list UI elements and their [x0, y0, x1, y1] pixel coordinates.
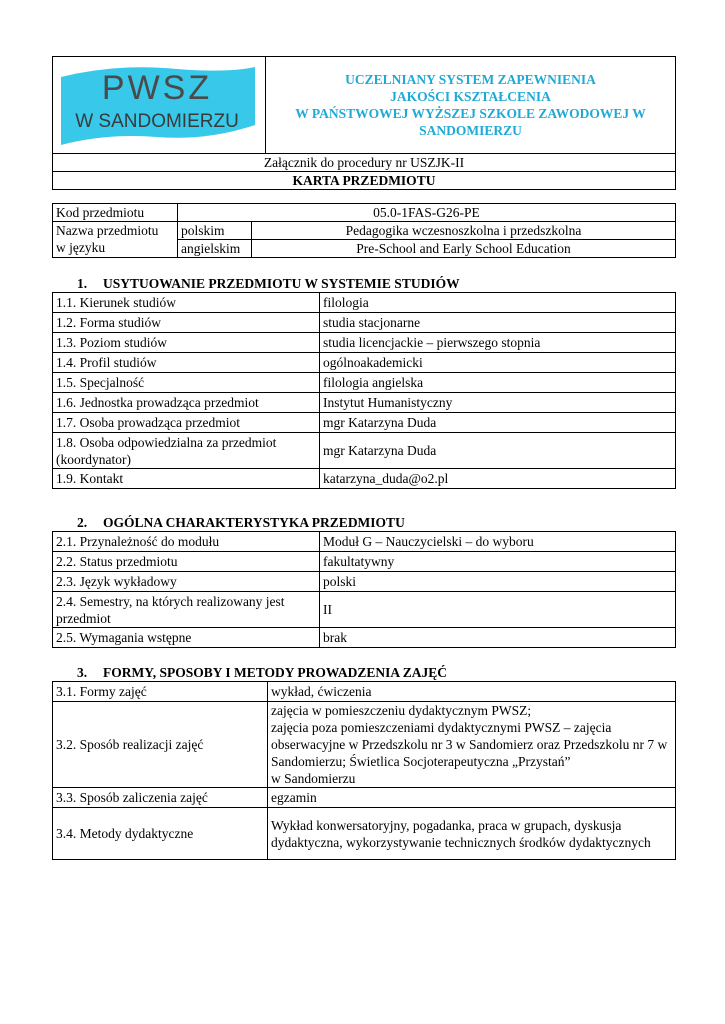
table-row [53, 413, 676, 433]
row-value: studia stacjonarne [320, 313, 676, 333]
table-row [53, 532, 676, 552]
lang-en-label: angielskim [178, 240, 252, 258]
row-label: 3.2. Sposób realizacji zajęć [53, 702, 268, 788]
section-1-title [77, 275, 460, 292]
institution-line: W PAŃSTWOWEJ WYŻSZEJ SZKOLE ZAWODOWEJ W [295, 106, 646, 121]
table-row [53, 373, 676, 393]
lang-pl-label: polskim [178, 222, 252, 240]
row-value: filologia angielska [320, 373, 676, 393]
row-value: polski [320, 572, 676, 592]
row-label: 1.2. Forma studiów [53, 313, 320, 333]
course-name-en: Pre-School and Early School Education [252, 240, 676, 258]
table-row [53, 788, 676, 808]
table-row [53, 353, 676, 373]
table-row [53, 333, 676, 353]
course-name-label-line1: Nazwa przedmiotu [56, 223, 159, 238]
table-row [53, 313, 676, 333]
row-label: 3.1. Formy zajęć [53, 682, 268, 702]
course-name-label [53, 222, 178, 258]
card-title: KARTA PRZEDMIOTU [53, 172, 676, 190]
table-row [53, 572, 676, 592]
row-value: studia licencjackie – pierwszego stopnia [320, 333, 676, 353]
table-row [53, 222, 676, 240]
row-label: 1.4. Profil studiów [53, 353, 320, 373]
logo-line1: PWSZ [101, 69, 213, 107]
table-row [53, 592, 676, 628]
course-name-label-line2: w języku [56, 240, 106, 255]
row-value: filologia [320, 293, 676, 313]
row-label: 2.3. Język wykładowy [53, 572, 320, 592]
row-value: mgr Katarzyna Duda [320, 413, 676, 433]
value-line: zajęcia w pomieszczeniu dydaktycznym PWSZ; [271, 703, 532, 718]
section-title-text: OGÓLNA CHARAKTERYSTYKA PRZEDMIOTU [103, 515, 405, 530]
table-row [53, 552, 676, 572]
table-row [53, 393, 676, 413]
section-number: 2. [77, 515, 88, 530]
institution-title [266, 57, 676, 154]
section-title-text: FORMY, SPOSOBY I METODY PROWADZENIA ZAJĘĆ [103, 665, 448, 680]
institution-line: SANDOMIERZU [419, 123, 522, 138]
table-row [53, 433, 676, 469]
row-label: 2.5. Wymagania wstępne [53, 628, 320, 648]
row-label: 1.8. Osoba odpowiedzialna za przedmiot (koordynator) [53, 433, 320, 469]
row-label: 1.9. Kontakt [53, 469, 320, 489]
row-label: 1.6. Jednostka prowadząca przedmiot [53, 393, 320, 413]
row-value [268, 702, 676, 788]
row-value: II [320, 592, 676, 628]
row-value: mgr Katarzyna Duda [320, 433, 676, 469]
row-value: brak [320, 628, 676, 648]
annex-label: Załącznik do procedury nr USZJK-II [53, 154, 676, 172]
institution-line: JAKOŚCI KSZTAŁCENIA [390, 89, 551, 104]
row-label: 1.7. Osoba prowadząca przedmiot [53, 413, 320, 433]
table-row [53, 808, 676, 860]
row-value: fakultatywny [320, 552, 676, 572]
row-label: 1.1. Kierunek studiów [53, 293, 320, 313]
course-id-table [52, 203, 676, 258]
section-number: 3. [77, 665, 88, 680]
row-value: Instytut Humanistyczny [320, 393, 676, 413]
row-label: 1.3. Poziom studiów [53, 333, 320, 353]
section-3-table [52, 681, 676, 860]
row-label: 2.2. Status przedmiotu [53, 552, 320, 572]
course-code-label: Kod przedmiotu [53, 204, 178, 222]
table-row [53, 702, 676, 788]
table-row [53, 628, 676, 648]
logo-cell [53, 57, 266, 154]
value-line: w Sandomierzu [271, 771, 356, 786]
section-title-text: USYTUOWANIE PRZEDMIOTU W SYSTEMIE STUDIÓW [103, 276, 460, 291]
course-code-value: 05.0-1FAS-G26-PE [178, 204, 676, 222]
section-number: 1. [77, 276, 88, 291]
course-name-pl: Pedagogika wczesnoszkolna i przedszkolna [252, 222, 676, 240]
section-2-title [77, 514, 405, 531]
section-3-title [77, 664, 447, 681]
row-label: 2.1. Przynależność do modułu [53, 532, 320, 552]
row-label: 2.4. Semestry, na których realizowany jest przedmiot [53, 592, 320, 628]
logo-line2: W SANDOMIERZU [75, 111, 239, 132]
row-label: 3.4. Metody dydaktyczne [53, 808, 268, 860]
section-1-table [52, 292, 676, 489]
row-value: wykład, ćwiczenia [268, 682, 676, 702]
row-label: 3.3. Sposób zaliczenia zajęć [53, 788, 268, 808]
row-value: Moduł G – Nauczycielski – do wyboru [320, 532, 676, 552]
document-header [52, 56, 676, 190]
row-label: 1.5. Specjalność [53, 373, 320, 393]
table-row [53, 293, 676, 313]
value-line: zajęcia poza pomieszczeniami dydaktycznymi PWSZ – zajęcia obserwacyjne w Przedszkolu nr 3 w Sandomierz oraz Przedszkolu nr 7 w Sandomierzu; Świetlica Socjoterapeutyczna „Przystań” [271, 720, 668, 769]
table-row [53, 204, 676, 222]
row-value: ogólnoakademicki [320, 353, 676, 373]
table-row [53, 682, 676, 702]
institution-line: UCZELNIANY SYSTEM ZAPEWNIENIA [345, 72, 596, 87]
row-value: egzamin [268, 788, 676, 808]
row-value: katarzyna_duda@o2.pl [320, 469, 676, 489]
pwsz-logo [57, 61, 261, 149]
row-value: Wykład konwersatoryjny, pogadanka, praca w grupach, dyskusja dydaktyczna, wykorzystywanie technicznych środków dydaktycznych [268, 808, 676, 860]
table-row [53, 469, 676, 489]
section-2-table [52, 531, 676, 648]
